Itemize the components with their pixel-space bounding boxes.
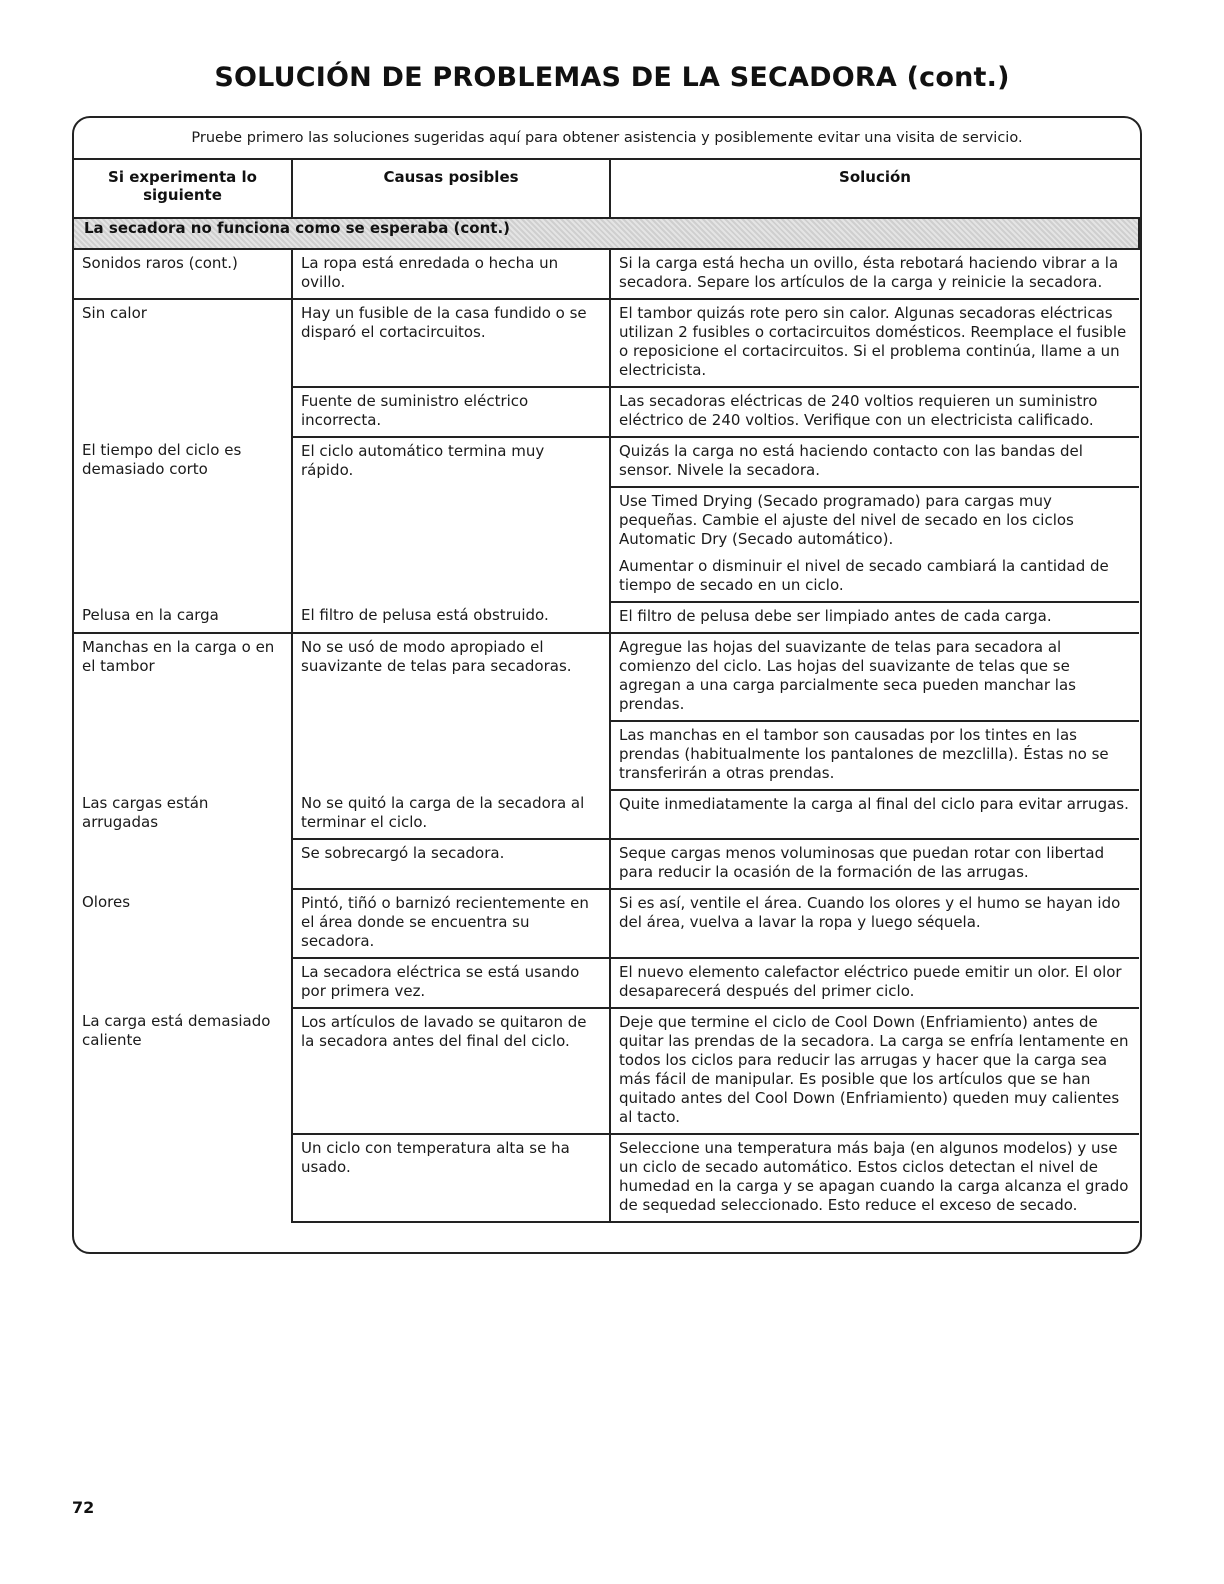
solution-cell: Las manchas en el tambor son causadas por los tintes en las prendas (habitualmente los pantalones de mezclilla). Éstas no se transferirán a otras prendas. (610, 721, 1139, 790)
solution-cell: Seleccione una temperatura más baja (en algunos modelos) y use un ciclo de secado automático. Estos ciclos detectan el nivel de humedad en la carga y se apagan cuando la carga alcanza el grado de sequedad seleccionado. Esto reduce el exceso de secado. (610, 1134, 1139, 1222)
table-row (74, 437, 1139, 487)
header-problem: Si experimenta lo siguiente (74, 160, 292, 218)
problem-cell: Olores (74, 889, 292, 1008)
solution-cell: Si la carga está hecha un ovillo, ésta rebotará haciendo vibrar a la secadora. Separe los artículos de la carga y reinicie la secadora. (610, 249, 1139, 299)
header-solution: Solución (610, 160, 1139, 218)
problem-cell: Manchas en la carga o en el tambor (74, 633, 292, 790)
table-body (74, 218, 1139, 1222)
problem-cell: La carga está demasiado caliente (74, 1008, 292, 1222)
solution-cell: Si es así, ventile el área. Cuando los olores y el humo se hayan ido del área, vuelva a lavar la ropa y luego séquela. (610, 889, 1139, 958)
cause-cell: No se usó de modo apropiado el suavizante de telas para secadoras. (292, 633, 610, 790)
solution-paragraph: Aumentar o disminuir el nivel de secado cambiará la cantidad de tiempo de secado en un ciclo. (619, 557, 1109, 594)
cause-cell: No se quitó la carga de la secadora al terminar el ciclo. (292, 790, 610, 839)
problem-cell: Las cargas están arrugadas (74, 790, 292, 889)
solution-cell (610, 487, 1139, 602)
solution-cell: Seque cargas menos voluminosas que puedan rotar con libertad para reducir la ocasión de la formación de las arrugas. (610, 839, 1139, 889)
solution-cell: Deje que termine el ciclo de Cool Down (Enfriamiento) antes de quitar las prendas de la secadora. La carga se enfría lentamente en todos los ciclos para reducir las arrugas y hacer que la carga sea más fácil de manipular. Es posible que los artículos que se han quitado antes del Cool Down (Enfriamiento) queden muy calientes al tacto. (610, 1008, 1139, 1134)
solution-cell: Las secadoras eléctricas de 240 voltios requieren un suministro eléctrico de 240 voltios. Verifique con un electricista calificado. (610, 387, 1139, 437)
page-title: SOLUCIÓN DE PROBLEMAS DE LA SECADORA (cont.) (214, 62, 1010, 93)
intro-text: Pruebe primero las soluciones sugeridas aquí para obtener asistencia y posiblemente evitar una visita de servicio. (74, 118, 1140, 160)
cause-cell: Un ciclo con temperatura alta se ha usado. (292, 1134, 610, 1222)
cause-cell: El filtro de pelusa está obstruido. (292, 602, 610, 633)
solution-cell: Quite inmediatamente la carga al final del ciclo para evitar arrugas. (610, 790, 1139, 839)
solution-cell: El nuevo elemento calefactor eléctrico puede emitir un olor. El olor desaparecerá después del primer ciclo. (610, 958, 1139, 1008)
solution-cell: Agregue las hojas del suavizante de telas para secadora al comienzo del ciclo. Las hojas del suavizante de telas que se agregan a una carga parcialmente seca pueden manchar las prendas. (610, 633, 1139, 721)
section-row (74, 218, 1139, 249)
table-row (74, 790, 1139, 839)
cause-cell: Hay un fusible de la casa fundido o se disparó el cortacircuitos. (292, 299, 610, 387)
cause-cell: La ropa está enredada o hecha un ovillo. (292, 249, 610, 299)
table-row (74, 249, 1139, 299)
table-row (74, 1008, 1139, 1134)
table-header-row (74, 160, 1139, 218)
cause-cell: El ciclo automático termina muy rápido. (292, 437, 610, 602)
section-heading: La secadora no funciona como se esperaba (cont.) (74, 218, 1139, 249)
table-row (74, 299, 1139, 387)
cause-cell: Se sobrecargó la secadora. (292, 839, 610, 889)
table-row (74, 889, 1139, 958)
problem-cell: Pelusa en la carga (74, 602, 292, 633)
header-causes: Causas posibles (292, 160, 610, 218)
solution-paragraph: Use Timed Drying (Secado programado) para cargas muy pequeñas. Cambie el ajuste del nivel de secado en los ciclos Automatic Dry (Secado automático). (619, 492, 1074, 548)
cause-cell: Los artículos de lavado se quitaron de la secadora antes del final del ciclo. (292, 1008, 610, 1134)
cause-cell: Fuente de suministro eléctrico incorrecta. (292, 387, 610, 437)
cause-cell: La secadora eléctrica se está usando por primera vez. (292, 958, 610, 1008)
problem-cell: Sin calor (74, 299, 292, 437)
solution-cell: El filtro de pelusa debe ser limpiado antes de cada carga. (610, 602, 1139, 633)
table-row (74, 633, 1139, 721)
problem-cell: Sonidos raros (cont.) (74, 249, 292, 299)
troubleshooting-table (74, 160, 1140, 1223)
page-number: 72 (72, 1498, 95, 1517)
cause-cell: Pintó, tiñó o barnizó recientemente en el área donde se encuentra su secadora. (292, 889, 610, 958)
troubleshooting-panel (72, 116, 1142, 1254)
solution-cell: El tambor quizás rote pero sin calor. Algunas secadoras eléctricas utilizan 2 fusibles o cortacircuitos domésticos. Reemplace el fusible o reposicione el cortacircuitos. Si el problema continúa, llame a un electricista. (610, 299, 1139, 387)
problem-cell: El tiempo del ciclo es demasiado corto (74, 437, 292, 602)
solution-cell: Quizás la carga no está haciendo contacto con las bandas del sensor. Nivele la secadora. (610, 437, 1139, 487)
table-row (74, 602, 1139, 633)
